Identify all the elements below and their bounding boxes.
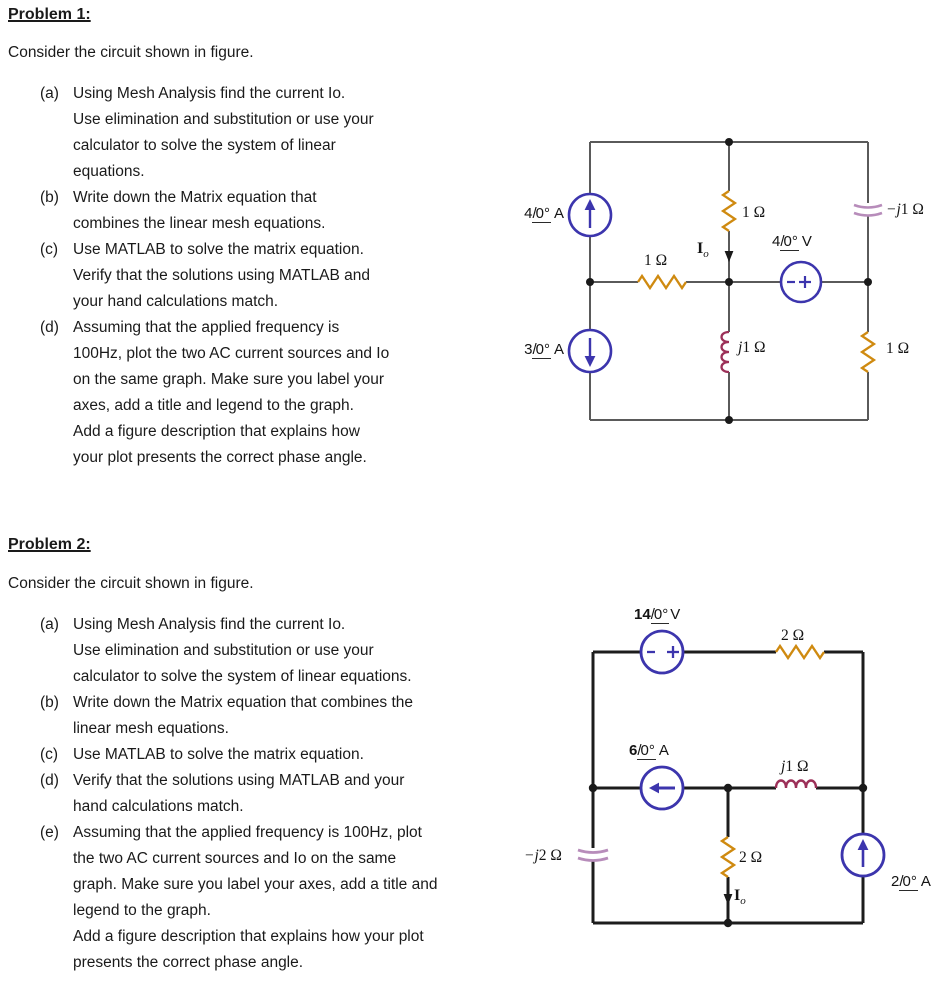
list-item xyxy=(40,768,437,820)
resistor-zigzag xyxy=(638,276,686,288)
item-label: (b) xyxy=(40,694,59,711)
item-line: Using Mesh Analysis find the current Io. xyxy=(73,85,346,102)
resistor-zigzag xyxy=(776,646,824,658)
output-current-label xyxy=(697,240,709,260)
item-line: Verify that the solutions using MATLAB and xyxy=(73,267,370,284)
impedance-value: 1 Ω xyxy=(742,339,766,356)
imaginary-prefix: −j xyxy=(524,847,539,864)
resistor-label xyxy=(886,340,909,358)
angle-slash-icon: / xyxy=(532,341,537,358)
list-item xyxy=(40,81,389,185)
problem2-list xyxy=(40,612,437,976)
phasor-angle xyxy=(780,234,799,251)
item-line: axes, add a title and legend to the graph. xyxy=(73,397,354,414)
item-line: Verify that the solutions using MATLAB and your xyxy=(73,772,405,789)
resistor-zigzag xyxy=(862,332,874,372)
imaginary-prefix: j xyxy=(738,339,743,356)
capacitor-label xyxy=(524,847,562,865)
phasor-angle xyxy=(532,342,551,359)
resistor-label xyxy=(739,849,762,867)
item-line: Use elimination and substitution or use your xyxy=(73,642,374,659)
list-item xyxy=(40,690,437,742)
item-label: (a) xyxy=(40,616,59,633)
problem1-list xyxy=(40,81,389,471)
item-label: (a) xyxy=(40,85,59,102)
item-lines xyxy=(73,742,364,768)
item-line: combines the linear mesh equations. xyxy=(73,215,326,232)
voltage-source-top xyxy=(641,631,683,673)
item-line: 100Hz, plot the two AC current sources and Io xyxy=(73,345,390,362)
angle-slash-icon: / xyxy=(780,233,785,250)
impedance-value: 2 Ω xyxy=(538,847,562,864)
current-subscript: o xyxy=(740,895,746,908)
item-lines xyxy=(73,185,325,237)
problem2-intro: Consider the circuit shown in figure. xyxy=(8,575,254,592)
phasor-unit: V xyxy=(670,606,681,623)
impedance-value: 2 Ω xyxy=(739,849,763,866)
imaginary-prefix: −j xyxy=(886,201,901,218)
item-lines xyxy=(73,315,389,471)
item-line: hand calculations match. xyxy=(73,798,244,815)
item-line: Use MATLAB to solve the matrix equation. xyxy=(73,746,364,763)
item-line: Assuming that the applied frequency is 100Hz, plot xyxy=(73,824,422,841)
list-item xyxy=(40,742,437,768)
phasor-magnitude: 14 xyxy=(634,606,651,623)
item-label: (e) xyxy=(40,824,59,841)
item-line: equations. xyxy=(73,163,145,180)
voltage-source xyxy=(781,262,821,302)
phasor-magnitude: 3 xyxy=(524,341,533,358)
phasor-unit: A xyxy=(658,742,669,759)
current-source-2a-label xyxy=(891,873,931,891)
angle-value: 0° xyxy=(653,606,669,623)
current-symbol: I xyxy=(734,887,741,904)
resistor-zigzag xyxy=(722,837,734,877)
phasor-unit: A xyxy=(553,205,564,222)
phasor-magnitude: 6 xyxy=(629,742,638,759)
item-line: your hand calculations match. xyxy=(73,293,279,310)
resistor-zigzag xyxy=(723,191,735,231)
impedance-value: 1 Ω xyxy=(900,201,924,218)
circuit1-svg xyxy=(480,125,950,455)
capacitor-plates xyxy=(578,850,608,861)
output-current-label xyxy=(734,887,746,907)
item-line: presents the correct phase angle. xyxy=(73,954,304,971)
angle-value: 0° xyxy=(783,233,798,250)
item-label: (c) xyxy=(40,241,59,258)
source-3a-label xyxy=(486,341,564,359)
impedance-value: 2 Ω xyxy=(781,627,805,644)
phasor-magnitude: 4 xyxy=(772,233,781,250)
item-line: Write down the Matrix equation that xyxy=(73,189,317,206)
inductor-coil xyxy=(722,332,730,372)
inductor-label xyxy=(781,758,808,776)
resistor-label xyxy=(644,252,667,270)
item-lines xyxy=(73,612,412,690)
current-source-6a-label xyxy=(629,742,669,760)
impedance-value: 1 Ω xyxy=(886,340,910,357)
resistor-label xyxy=(742,204,765,222)
item-line: Add a figure description that explains how your plot xyxy=(73,928,424,945)
item-line: Write down the Matrix equation that combines the xyxy=(73,694,414,711)
phasor-angle xyxy=(637,743,656,760)
list-item xyxy=(40,820,437,976)
item-label: (d) xyxy=(40,319,59,336)
angle-value: 0° xyxy=(535,341,550,358)
phasor-unit: V xyxy=(801,233,812,250)
problem1-title: Problem 1: xyxy=(8,6,91,23)
capacitor-plates xyxy=(854,205,882,216)
list-item xyxy=(40,185,389,237)
io-arrow-head xyxy=(724,894,733,905)
item-line: Add a figure description that explains how xyxy=(73,423,360,440)
item-line: linear mesh equations. xyxy=(73,720,229,737)
phasor-angle xyxy=(651,607,670,624)
item-line: the two AC current sources and Io on the same xyxy=(73,850,397,867)
current-source-middle xyxy=(641,767,683,809)
current-source-top-left xyxy=(569,194,611,236)
circuit2-diagram xyxy=(500,595,950,940)
item-line: Use elimination and substitution or use your xyxy=(73,111,374,128)
problem2-title: Problem 2: xyxy=(8,536,91,553)
phasor-magnitude: 4 xyxy=(524,205,533,222)
impedance-value: 1 Ω xyxy=(785,758,809,775)
item-label: (c) xyxy=(40,746,59,763)
phasor-magnitude: 2 xyxy=(891,873,900,890)
list-item xyxy=(40,612,437,690)
angle-slash-icon: / xyxy=(532,205,537,222)
item-line: Use MATLAB to solve the matrix equation. xyxy=(73,241,364,258)
imaginary-prefix: j xyxy=(781,758,786,775)
current-symbol: I xyxy=(697,240,704,257)
item-lines xyxy=(73,237,370,315)
item-line: legend to the graph. xyxy=(73,902,211,919)
item-line: graph. Make sure you label your axes, add a title and xyxy=(73,876,438,893)
current-subscript: o xyxy=(703,248,709,261)
circuit2-svg xyxy=(500,595,950,940)
item-line: calculator to solve the system of linear equations. xyxy=(73,668,412,685)
item-lines xyxy=(73,768,404,820)
list-item xyxy=(40,237,389,315)
impedance-value: 1 Ω xyxy=(742,204,766,221)
phasor-angle xyxy=(899,874,918,891)
angle-value: 0° xyxy=(640,742,655,759)
phasor-angle xyxy=(532,206,551,223)
item-line: on the same graph. Make sure you label your xyxy=(73,371,385,388)
angle-value: 0° xyxy=(902,873,917,890)
voltage-source-label xyxy=(634,606,680,624)
angle-value: 0° xyxy=(535,205,550,222)
current-source-bottom-left xyxy=(569,330,611,372)
item-line: Using Mesh Analysis find the current Io. xyxy=(73,616,346,633)
angle-slash-icon: / xyxy=(637,742,642,759)
source-4a-label xyxy=(486,205,564,223)
item-line: your plot presents the correct phase angle. xyxy=(73,449,367,466)
list-item xyxy=(40,315,389,471)
item-line: Assuming that the applied frequency is xyxy=(73,319,340,336)
resistor-label xyxy=(781,627,804,645)
impedance-value: 1 Ω xyxy=(644,252,668,269)
voltage-source-label xyxy=(772,233,812,251)
angle-slash-icon: / xyxy=(650,606,655,623)
current-source-right xyxy=(842,834,884,876)
item-line: calculator to solve the system of linear xyxy=(73,137,336,154)
io-arrow-head xyxy=(725,251,734,262)
item-label: (d) xyxy=(40,772,59,789)
resistors xyxy=(722,646,824,877)
phasor-unit: A xyxy=(920,873,931,890)
item-lines xyxy=(73,820,437,976)
circuit1-diagram xyxy=(480,125,950,455)
item-lines xyxy=(73,81,374,185)
item-label: (b) xyxy=(40,189,59,206)
angle-slash-icon: / xyxy=(899,873,904,890)
phasor-unit: A xyxy=(553,341,564,358)
capacitor-label xyxy=(886,201,924,219)
item-lines xyxy=(73,690,413,742)
problem1-intro: Consider the circuit shown in figure. xyxy=(8,44,254,61)
inductor-label xyxy=(738,339,765,357)
inductor-coil xyxy=(776,781,816,789)
